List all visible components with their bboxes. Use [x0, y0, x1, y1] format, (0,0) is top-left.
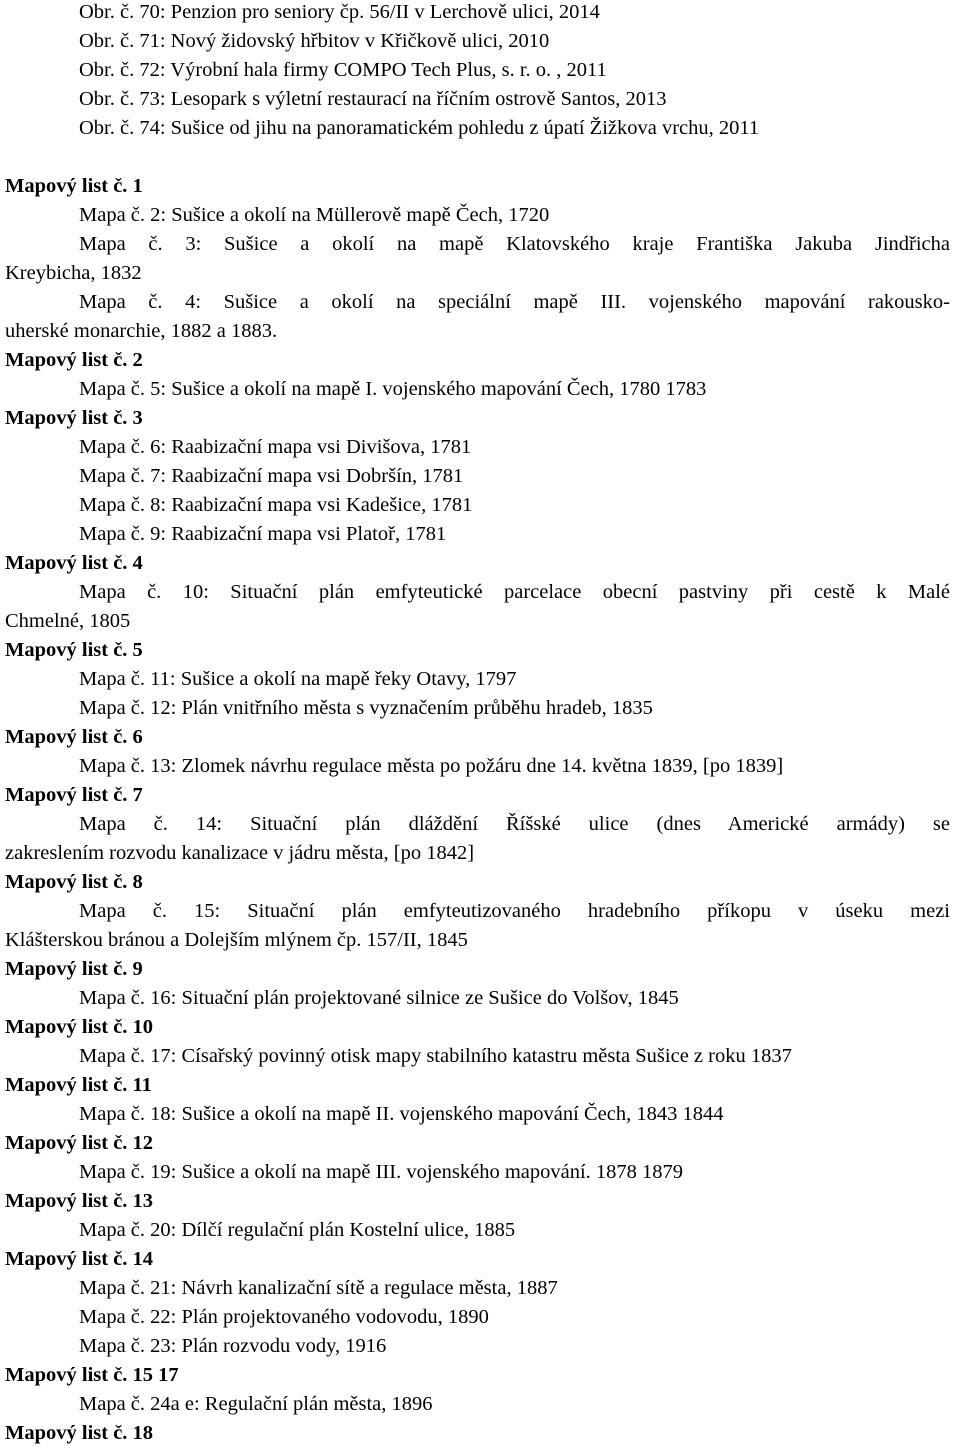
figure-caption-73: Obr. č. 73: Lesopark s výletní restaurací na říčním ostrově Santos, 2013 — [79, 88, 667, 110]
map-sheet-heading-6: Mapový list č. 6 — [5, 726, 143, 748]
figure-caption-72: Obr. č. 72: Výrobní hala firmy COMPO Tech Plus, s. r. o. , 2011 — [79, 59, 607, 81]
map-caption-22: Mapa č. 22: Plán projektovaného vodovodu, 1890 — [79, 1306, 489, 1328]
map-sheet-heading-3: Mapový list č. 3 — [5, 407, 143, 429]
map-caption-3: Mapa č. 3: Sušice a okolí na mapě Klatovského kraje Františka Jakuba Jindřicha — [79, 233, 950, 255]
map-caption-2: Mapa č. 2: Sušice a okolí na Müllerově mapě Čech, 1720 — [79, 204, 550, 226]
map-sheet-heading-18: Mapový list č. 18 — [5, 1422, 154, 1444]
map-caption-5: Mapa č. 5: Sušice a okolí na mapě I. vojenského mapování Čech, 1780 1783 — [79, 378, 707, 400]
map-caption-3-continued: Kreybicha, 1832 — [5, 262, 142, 284]
map-caption-10-continued: Chmelné, 1805 — [5, 610, 131, 632]
map-caption-7: Mapa č. 7: Raabizační mapa vsi Dobršín, 1781 — [79, 465, 464, 487]
map-caption-19: Mapa č. 19: Sušice a okolí na mapě III. vojenského mapování. 1878 1879 — [79, 1161, 684, 1183]
map-caption-21: Mapa č. 21: Návrh kanalizační sítě a regulace města, 1887 — [79, 1277, 558, 1299]
map-sheet-heading-13: Mapový list č. 13 — [5, 1190, 154, 1212]
figure-caption-70: Obr. č. 70: Penzion pro seniory čp. 56/II v Lerchově ulici, 2014 — [79, 1, 600, 23]
map-caption-18: Mapa č. 18: Sušice a okolí na mapě II. vojenského mapování Čech, 1843 1844 — [79, 1103, 724, 1125]
map-caption-20: Mapa č. 20: Dílčí regulační plán Kostelní ulice, 1885 — [79, 1219, 516, 1241]
map-caption-23: Mapa č. 23: Plán rozvodu vody, 1916 — [79, 1335, 387, 1357]
map-caption-4-continued: uherské monarchie, 1882 a 1883. — [5, 320, 278, 342]
map-caption-24: Mapa č. 24a e: Regulační plán města, 1896 — [79, 1393, 433, 1415]
map-caption-17: Mapa č. 17: Císařský povinný otisk mapy stabilního katastru města Sušice z roku 1837 — [79, 1045, 792, 1067]
map-sheet-heading-8: Mapový list č. 8 — [5, 871, 143, 893]
figure-caption-74: Obr. č. 74: Sušice od jihu na panoramatickém pohledu z úpatí Žižkova vrchu, 2011 — [79, 117, 760, 139]
map-caption-12: Mapa č. 12: Plán vnitřního města s vyznačením průběhu hradeb, 1835 — [79, 697, 653, 719]
map-sheet-heading-12: Mapový list č. 12 — [5, 1132, 154, 1154]
map-caption-16: Mapa č. 16: Situační plán projektované silnice ze Sušice do Volšov, 1845 — [79, 987, 679, 1009]
map-sheet-heading-10: Mapový list č. 10 — [5, 1016, 154, 1038]
figure-caption-71: Obr. č. 71: Nový židovský hřbitov v Křičkově ulici, 2010 — [79, 30, 550, 52]
map-sheet-heading-15-17: Mapový list č. 15 17 — [5, 1364, 179, 1386]
map-sheet-heading-9: Mapový list č. 9 — [5, 958, 143, 980]
map-caption-10: Mapa č. 10: Situační plán emfyteutické parcelace obecní pastviny při cestě k Malé — [79, 581, 950, 603]
map-caption-9: Mapa č. 9: Raabizační mapa vsi Platoř, 1781 — [79, 523, 447, 545]
map-sheet-heading-1: Mapový list č. 1 — [5, 175, 143, 197]
map-sheet-heading-14: Mapový list č. 14 — [5, 1248, 154, 1270]
map-caption-13: Mapa č. 13: Zlomek návrhu regulace města po požáru dne 14. května 1839, [po 1839] — [79, 755, 784, 777]
map-caption-4: Mapa č. 4: Sušice a okolí na speciální mapě III. vojenského mapování rakousko- — [79, 291, 950, 313]
map-sheet-heading-4: Mapový list č. 4 — [5, 552, 143, 574]
map-sheet-heading-2: Mapový list č. 2 — [5, 349, 143, 371]
map-caption-11: Mapa č. 11: Sušice a okolí na mapě řeky Otavy, 1797 — [79, 668, 517, 690]
map-caption-8: Mapa č. 8: Raabizační mapa vsi Kadešice, 1781 — [79, 494, 473, 516]
map-sheet-heading-7: Mapový list č. 7 — [5, 784, 143, 806]
map-sheet-heading-11: Mapový list č. 11 — [5, 1074, 152, 1096]
map-caption-14: Mapa č. 14: Situační plán dláždění Říšské ulice (dnes Americké armády) se — [79, 813, 950, 835]
map-caption-6: Mapa č. 6: Raabizační mapa vsi Divišova, 1781 — [79, 436, 472, 458]
map-sheet-heading-5: Mapový list č. 5 — [5, 639, 143, 661]
map-caption-15-continued: Klášterskou bránou a Dolejším mlýnem čp. 157/II, 1845 — [5, 929, 468, 951]
map-caption-15: Mapa č. 15: Situační plán emfyteutizovaného hradebního příkopu v úseku mezi — [79, 900, 950, 922]
map-caption-14-continued: zakreslením rozvodu kanalizace v jádru města, [po 1842] — [5, 842, 475, 864]
